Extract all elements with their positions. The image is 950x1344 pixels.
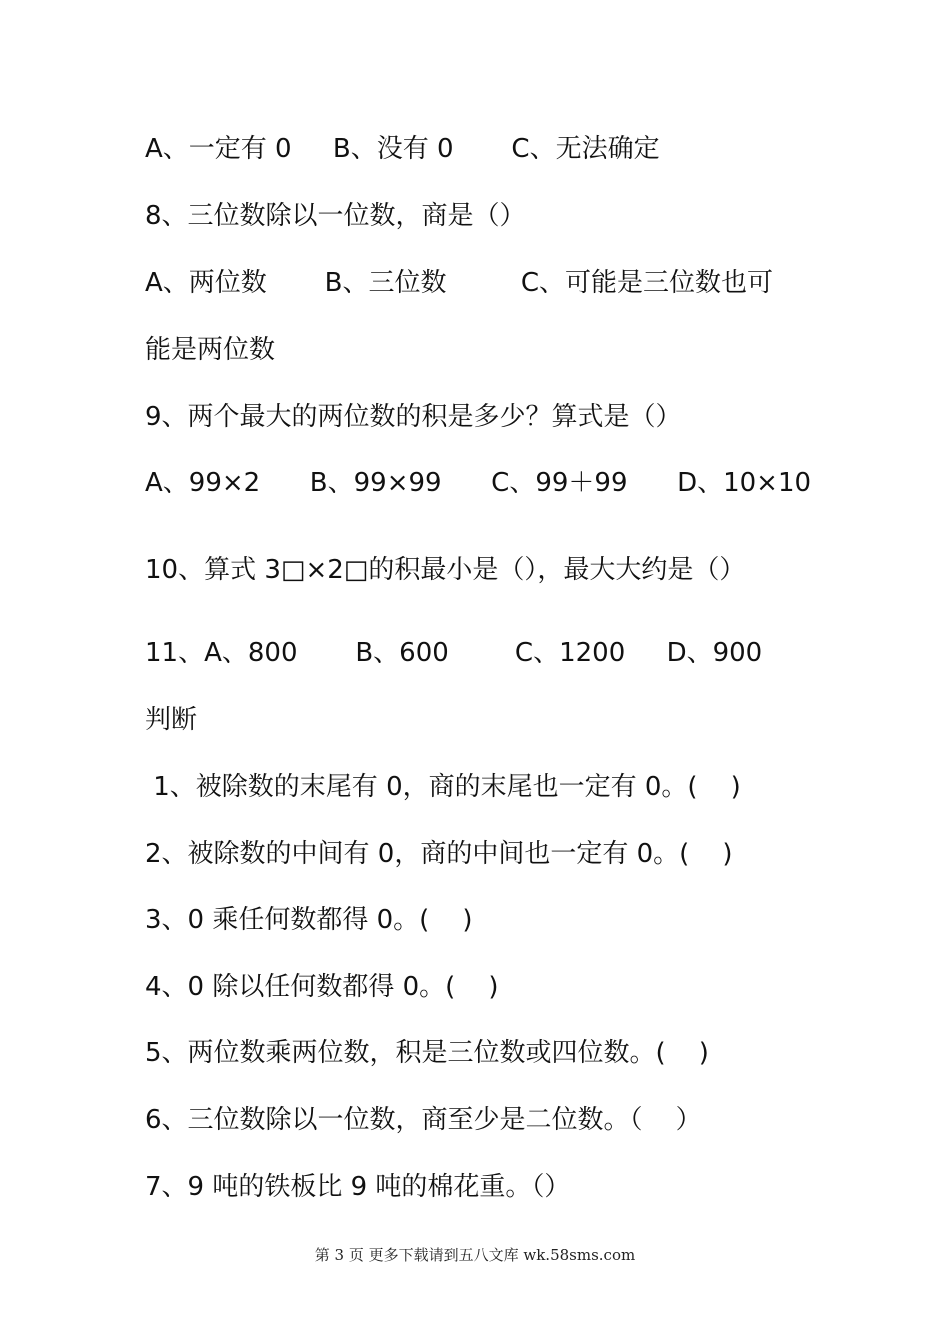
option-line-q9: A、99×2 B、99×99 C、99＋99 D、10×10 bbox=[145, 468, 812, 498]
judge-item-2: 2、被除数的中间有 0，商的中间也一定有 0。( ) bbox=[145, 839, 733, 869]
option-line-q7: A、一定有 0 B、没有 0 C、无法确定 bbox=[145, 134, 660, 164]
section-heading-judge: 判断 bbox=[145, 705, 198, 735]
question-10: 10、算式 3□×2□的积最小是（），最大大约是（） bbox=[145, 555, 746, 585]
question-8: 8、三位数除以一位数，商是（） bbox=[145, 201, 526, 231]
judge-item-6: 6、三位数除以一位数，商至少是二位数。（ ） bbox=[145, 1105, 702, 1135]
question-9: 9、两个最大的两位数的积是多少？算式是（） bbox=[145, 402, 682, 432]
judge-item-5: 5、两位数乘两位数，积是三位数或四位数。( ) bbox=[145, 1038, 709, 1068]
judge-item-7: 7、9 吨的铁板比 9 吨的棉花重。（） bbox=[145, 1172, 571, 1202]
question-11: 11、A、800 B、600 C、1200 D、900 bbox=[145, 638, 763, 668]
judge-item-3: 3、0 乘任何数都得 0。( ) bbox=[145, 905, 473, 935]
option-line-q8-cont: 能是两位数 bbox=[145, 335, 276, 365]
judge-item-1: 1、被除数的末尾有 0，商的末尾也一定有 0。( ) bbox=[145, 772, 741, 802]
page-footer: 第 3 页 更多下载请到五八文库 wk.58sms.com bbox=[314, 1246, 636, 1264]
judge-item-4: 4、0 除以任何数都得 0。( ) bbox=[145, 972, 499, 1002]
option-line-q8: A、两位数 B、三位数 C、可能是三位数也可 bbox=[145, 268, 774, 298]
